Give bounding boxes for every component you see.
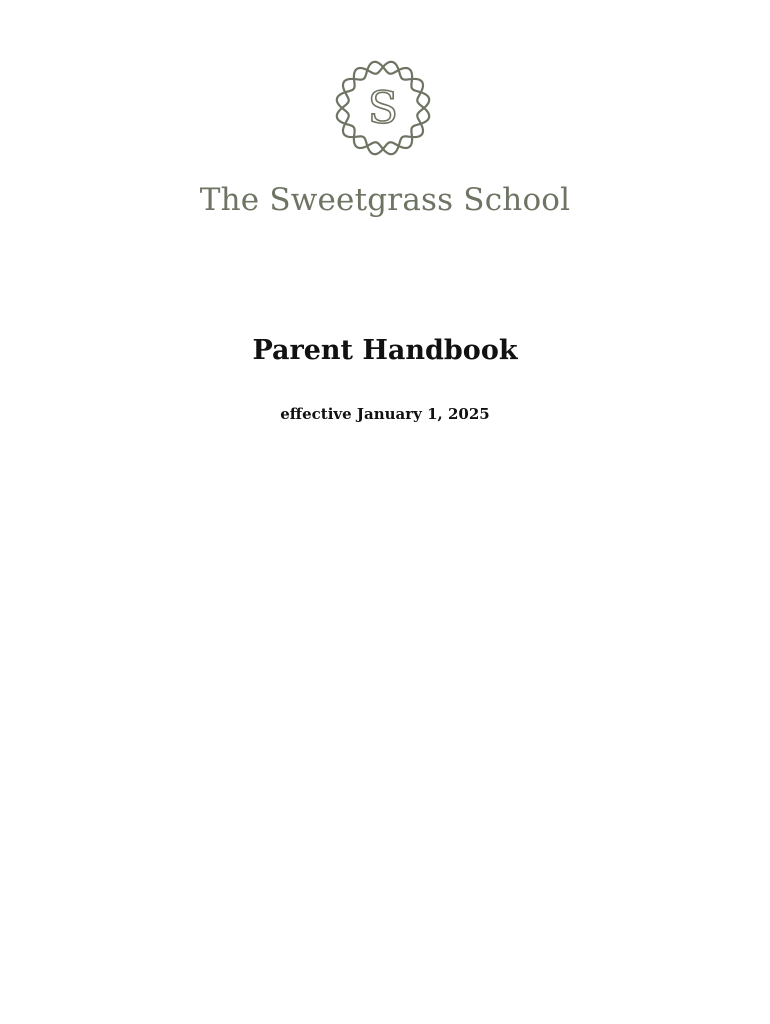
school-crest-icon (331, 56, 435, 160)
monogram-letter: S (367, 83, 399, 134)
school-name: The Sweetgrass School (199, 182, 571, 218)
school-crest-graphic (331, 56, 435, 160)
effective-date: effective January 1, 2025 (280, 405, 490, 423)
page-title: Parent Handbook (252, 335, 518, 366)
